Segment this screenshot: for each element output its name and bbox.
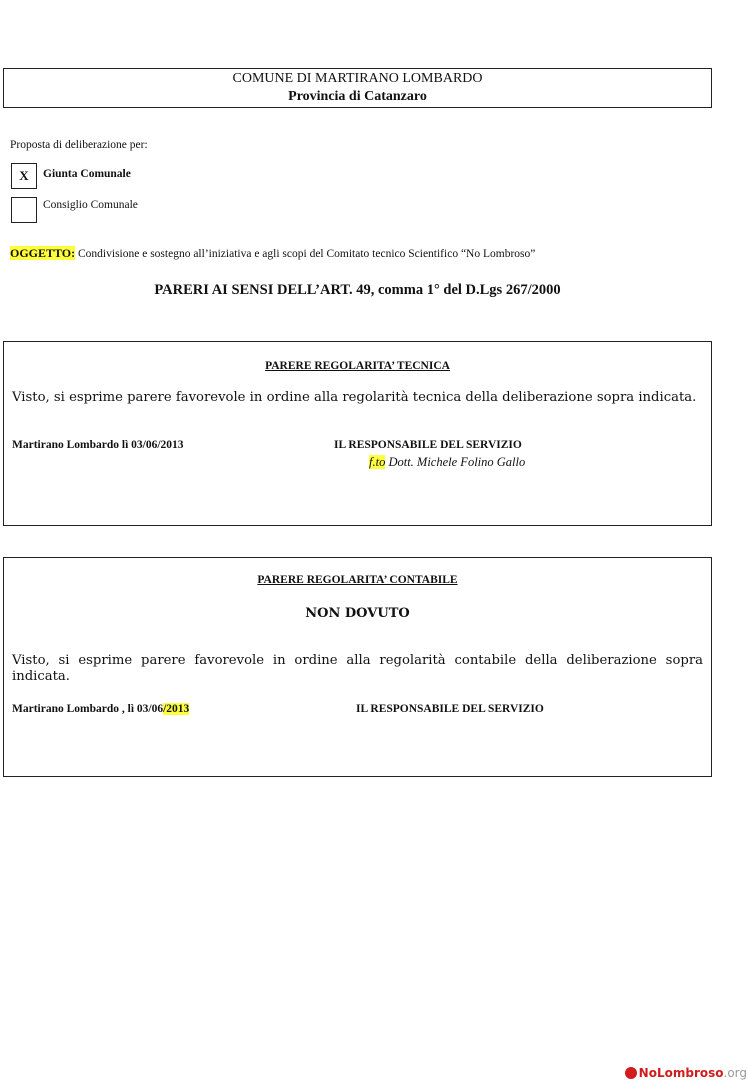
watermark-brand: NoLombroso: [638, 1066, 724, 1080]
parere-tecnica-box: [3, 341, 712, 526]
signature-name: Dott. Michele Folino Gallo: [385, 455, 526, 469]
tecnica-body: Visto, si esprime parere favorevole in ordine alla regolarità tecnica della deliberazione sopra indicata.: [12, 390, 697, 405]
contabile-body: Visto, si esprime parere favorevole in ordine alla regolarità contabile della deliberazione sopra indicata.: [12, 653, 703, 684]
contabile-date-year: /2013: [163, 703, 190, 715]
consiglio-label: Consiglio Comunale: [43, 199, 138, 211]
pareri-title: PARERI AI SENSI DELL’ART. 49, comma 1° del D.Lgs 267/2000: [154, 282, 561, 298]
tecnica-responsible: IL RESPONSABILE DEL SERVIZIO: [334, 439, 522, 451]
contabile-responsible: IL RESPONSABILE DEL SERVIZIO: [356, 703, 544, 715]
contabile-status: NON DOVUTO: [305, 606, 410, 621]
municipality-name: COMUNE DI MARTIRANO LOMBARDO: [232, 71, 483, 86]
parere-contabile-box: [3, 557, 712, 777]
province-name: Provincia di Catanzaro: [288, 89, 427, 104]
consiglio-checkbox[interactable]: [11, 197, 37, 223]
tecnica-title: PARERE REGOLARITA’ TECNICA: [265, 360, 450, 372]
contabile-title: PARERE REGOLARITA’ CONTABILE: [257, 574, 458, 586]
tecnica-place-date: Martirano Lombardo lì 03/06/2013: [12, 439, 184, 451]
signature-prefix: f.to: [369, 455, 386, 469]
oggetto-text: Condivisione e sostegno all’iniziativa e agli scopi del Comitato tecnico Scientifico “No Lombroso”: [75, 248, 536, 260]
giunta-checkbox[interactable]: X: [11, 163, 37, 189]
contabile-place-date: [12, 703, 189, 715]
contabile-date-prefix: Martirano Lombardo , lì 03/06: [12, 703, 164, 715]
watermark-icon: [625, 1067, 637, 1079]
proposal-label: Proposta di deliberazione per:: [10, 139, 148, 151]
oggetto-label: OGGETTO:: [10, 246, 76, 260]
giunta-label: Giunta Comunale: [43, 168, 131, 180]
tecnica-signature: [369, 455, 525, 470]
header-box: [3, 68, 712, 108]
oggetto-line: [10, 246, 535, 261]
watermark-logo: [625, 1066, 747, 1080]
watermark-tld: .org: [723, 1066, 747, 1080]
